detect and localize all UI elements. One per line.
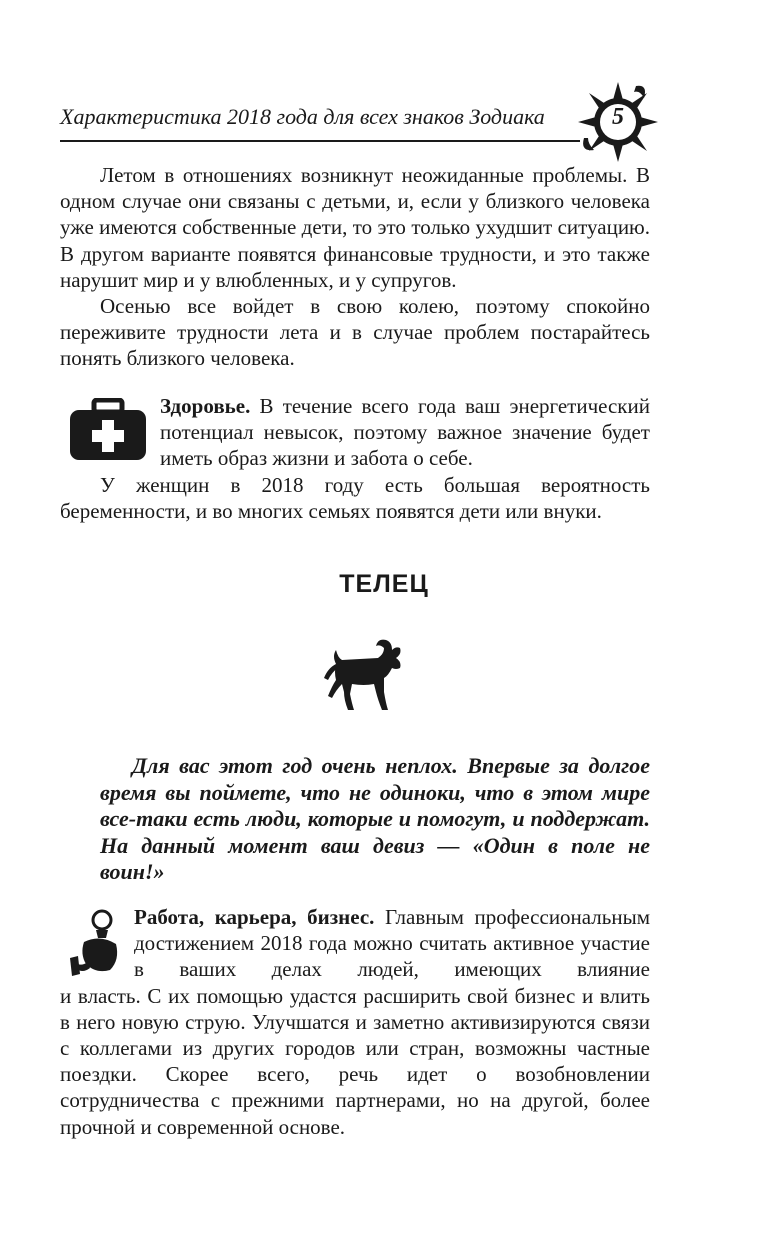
sign-intro: [100, 753, 650, 886]
love-paragraph-1: [60, 162, 650, 293]
header-rule: [60, 140, 580, 142]
health-label: Здоровье.: [160, 394, 251, 418]
health-text: В течение всего года ваш энергетический потенциал невысок, поэтому важное значение будет иметь образ жизни и забота о себе.: [160, 394, 650, 471]
health-paragraph-2: [60, 472, 650, 524]
header-title: Характеристика 2018 года для всех знаков Зодиака: [60, 104, 545, 129]
health-section: [160, 393, 650, 472]
love-paragraph-2-text: Осенью все войдет в свою колею, поэтому спокойно переживите трудности лета и в случае проблем постарайтесь понять близкого человека.: [60, 294, 650, 371]
taurus-bull-icon: [322, 634, 408, 714]
medical-kit-icon: [68, 398, 148, 462]
sign-title: ТЕЛЕЦ: [339, 570, 429, 598]
sign-intro-text: Для вас этот год очень неплох. Впервые за долгое время вы поймете, что не одиноки, что в этом мире все-таки есть люди, которые и помогут, и поддержат. На данный момент ваш девиз — «Один в поле не воин!»: [100, 753, 650, 884]
work-text-line-1: Главным профессиональным достижением 2018 года можно считать активное участие в ваших делах людей, имеющих влияние: [134, 905, 650, 982]
love-paragraph-1-text: Летом в отношениях возникнут неожиданные проблемы. В одном случае они связаны с детьми, и, если у близкого человека уже имеются собственные дети, то это только ухудшит ситуацию. В другом варианте появятся финансовые трудности, и это также нарушит мир и у влюбленных, и у супругов.: [60, 163, 650, 292]
running-header: [60, 100, 650, 150]
work-text-line-2: и власть. С их помощью удастся расширить свой бизнес и влить в него новую струю. Улучшатся и заметно активизируются связи с коллегами из других городов или стран, возможны частные поездки. Скорее всего, речь идет о возобновлении сотрудничества с прежними партнерами, но на другой, более прочной и современной основе.: [60, 983, 650, 1139]
work-section: [60, 904, 650, 1140]
love-paragraph-2: [60, 293, 650, 372]
work-label: Работа, карьера, бизнес.: [134, 905, 375, 929]
page-number: 5: [612, 104, 624, 130]
health-paragraph-2-text: У женщин в 2018 году есть большая вероятность беременности, и во многих семьях появятся дети или внуки.: [60, 473, 650, 524]
